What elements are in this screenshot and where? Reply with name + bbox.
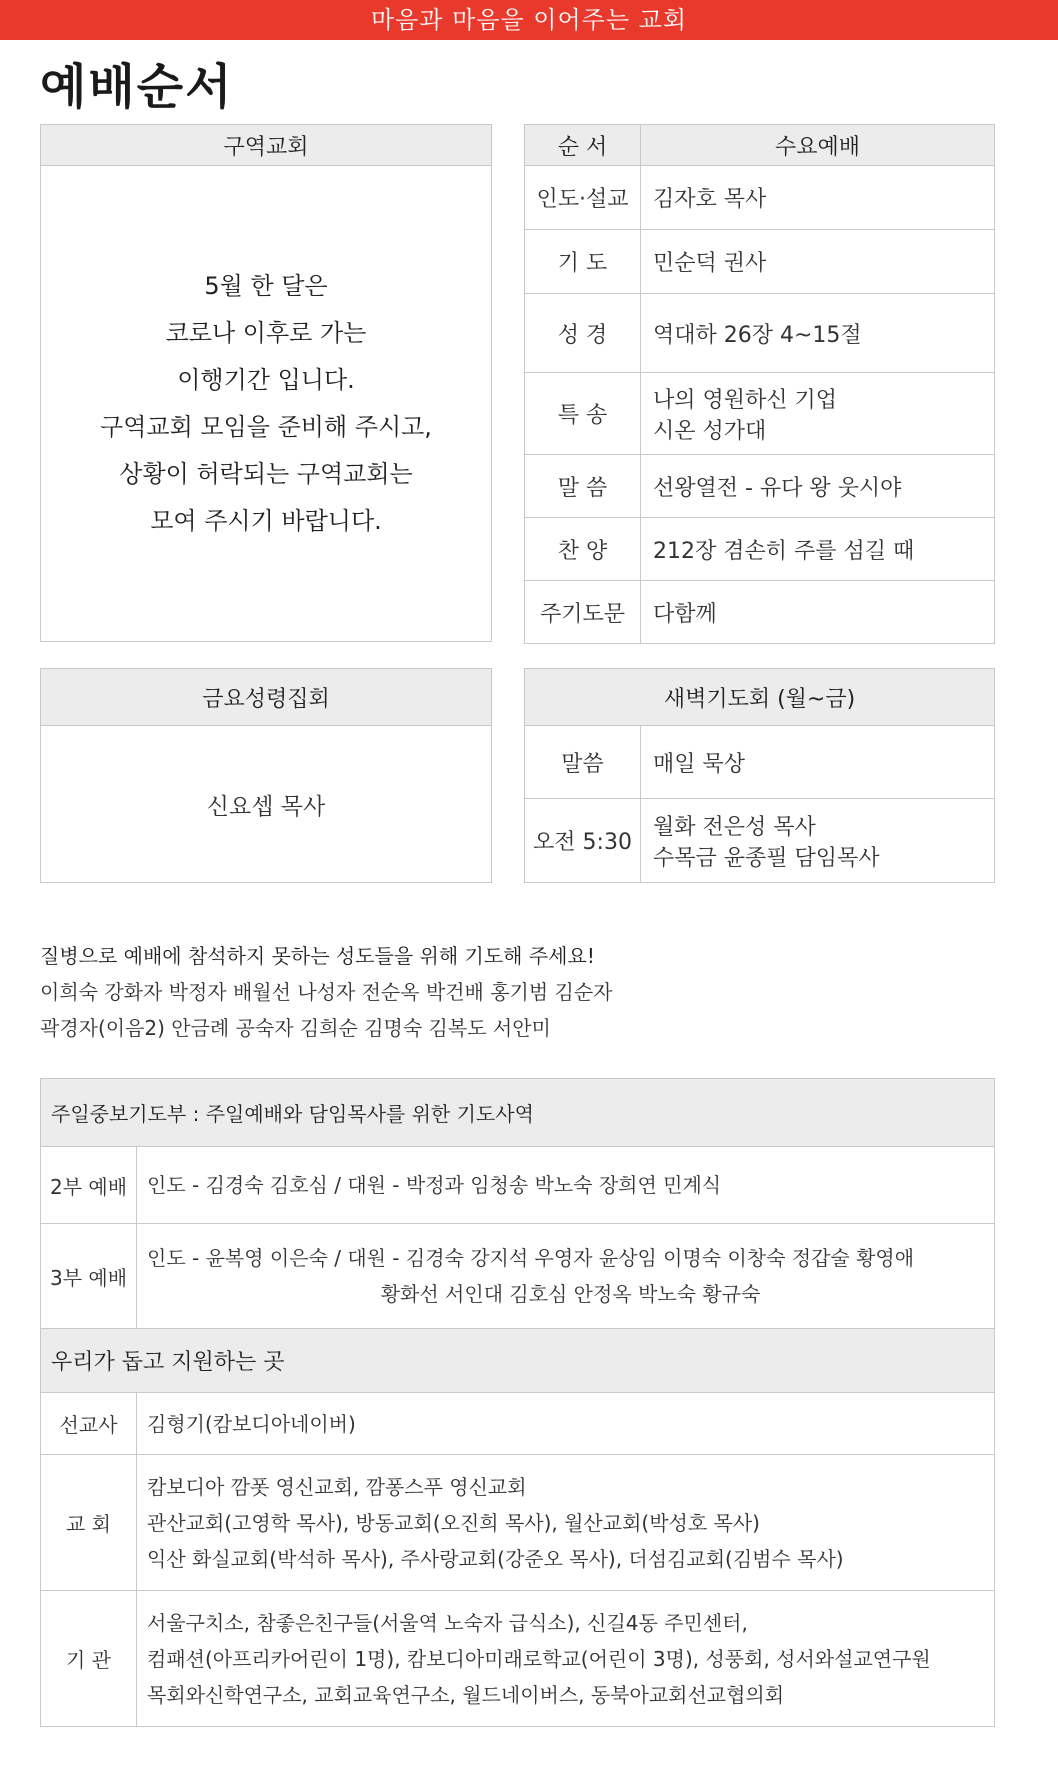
notice-line: 상황이 허락되는 구역교회는 bbox=[119, 459, 413, 488]
choir-names-continued: 황화선 서인대 김호심 안정옥 박노숙 황규숙 bbox=[380, 1282, 761, 1306]
district-church-table bbox=[40, 124, 492, 642]
support-value bbox=[137, 1591, 995, 1727]
support-line: 컴패션(아프리카어린이 1명), 캄보디아미래로학교(어린이 3명), 성풍회, 성서와설교연구원 bbox=[147, 1646, 931, 1671]
intercession-header: 주일중보기도부 : 주일예배와 담임목사를 위한 기도사역 bbox=[41, 1079, 995, 1147]
choir-label: 대원 bbox=[347, 1246, 386, 1270]
notice-line: 코로나 이후로 가는 bbox=[165, 318, 367, 347]
support-label: 교 회 bbox=[41, 1455, 137, 1591]
lead-label: 인도 bbox=[147, 1246, 186, 1270]
wednesday-header: 수요예배 bbox=[641, 125, 995, 166]
support-line: 관산교회(고영학 목사), 방동교회(오진희 목사), 월산교회(박성호 목사) bbox=[147, 1510, 760, 1535]
order-value: 212장 겸손히 주를 섬길 때 bbox=[641, 518, 995, 581]
prayer-names: 곽경자(이음2) 안금례 공숙자 김희순 김명숙 김복도 서안미 bbox=[40, 1016, 551, 1040]
order-label: 성 경 bbox=[525, 294, 641, 373]
prayer-heading: 질병으로 예배에 참석하지 못하는 성도들을 위해 기도해 주세요! bbox=[40, 944, 595, 968]
dawn-label: 오전 5:30 bbox=[525, 799, 641, 883]
order-value: 김자호 목사 bbox=[641, 166, 995, 230]
special-song-title: 나의 영원하신 기업 bbox=[653, 387, 838, 413]
dawn-value bbox=[641, 799, 995, 883]
prayer-request bbox=[40, 938, 613, 1046]
top-banner: 마음과 마음을 이어주는 교회 bbox=[0, 0, 1058, 40]
support-line: 목회와신학연구소, 교회교육연구소, 월드네이버스, 동북아교회선교협의회 bbox=[147, 1682, 785, 1707]
dawn-header: 새벽기도회 (월~금) bbox=[525, 669, 995, 726]
order-value bbox=[641, 373, 995, 455]
support-header: 우리가 돕고 지원하는 곳 bbox=[41, 1329, 995, 1393]
order-label: 기 도 bbox=[525, 230, 641, 294]
district-notice bbox=[41, 166, 492, 642]
support-value: 김형기(캄보디아네이버) bbox=[137, 1393, 995, 1455]
page-title: 예배순서 bbox=[40, 59, 234, 115]
notice-line: 이행기간 입니다. bbox=[177, 365, 355, 394]
order-label: 특 송 bbox=[525, 373, 641, 455]
friday-meeting-table bbox=[40, 668, 492, 883]
order-label: 말 씀 bbox=[525, 455, 641, 518]
dawn-label: 말씀 bbox=[525, 726, 641, 799]
notice-line: 모여 주시기 바랍니다. bbox=[150, 506, 382, 535]
service-label: 2부 예배 bbox=[41, 1147, 137, 1224]
friday-leader: 신요셉 목사 bbox=[41, 726, 492, 883]
order-label: 주기도문 bbox=[525, 581, 641, 644]
notice-line: 5월 한 달은 bbox=[204, 271, 328, 300]
order-label: 인도·설교 bbox=[525, 166, 641, 230]
support-label: 기 관 bbox=[41, 1591, 137, 1727]
dawn-value: 매일 묵상 bbox=[641, 726, 995, 799]
support-line: 익산 화실교회(박석하 목사), 주사랑교회(강준오 목사), 더섬김교회(김범수 목사) bbox=[147, 1546, 844, 1571]
intercession-support-table bbox=[40, 1078, 995, 1727]
choir-names: - 김경숙 강지석 우영자 윤상임 이명숙 이창숙 정갑술 황영애 bbox=[385, 1246, 915, 1270]
service-label: 3부 예배 bbox=[41, 1224, 137, 1329]
order-header: 순 서 bbox=[525, 125, 641, 166]
service-roster bbox=[137, 1224, 995, 1329]
choir-label: 대원 bbox=[347, 1173, 386, 1197]
special-song-choir: 시온 성가대 bbox=[653, 418, 767, 444]
wednesday-service-table bbox=[524, 124, 995, 644]
service-roster bbox=[137, 1147, 995, 1224]
dawn-preacher: 월화 전은성 목사 bbox=[653, 814, 816, 840]
notice-line: 구역교회 모임을 준비해 주시고, bbox=[100, 412, 432, 441]
order-label: 찬 양 bbox=[525, 518, 641, 581]
support-label: 선교사 bbox=[41, 1393, 137, 1455]
support-value bbox=[137, 1455, 995, 1591]
order-value: 역대하 26장 4~15절 bbox=[641, 294, 995, 373]
order-value: 선왕열전 - 유다 왕 웃시야 bbox=[641, 455, 995, 518]
lead-label: 인도 bbox=[147, 1173, 186, 1197]
friday-header: 금요성령집회 bbox=[41, 669, 492, 726]
prayer-names: 이희숙 강화자 박정자 배월선 나성자 전순옥 박건배 홍기범 김순자 bbox=[40, 980, 613, 1004]
lead-names: - 윤복영 이은숙 / bbox=[185, 1246, 348, 1270]
choir-names: - 박정과 임청송 박노숙 장희연 민계식 bbox=[385, 1173, 722, 1197]
order-value: 다함께 bbox=[641, 581, 995, 644]
order-value: 민순덕 권사 bbox=[641, 230, 995, 294]
support-line: 서울구치소, 참좋은친구들(서울역 노숙자 급식소), 신길4동 주민센터, bbox=[147, 1610, 748, 1635]
support-line: 캄보디아 깜폿 영신교회, 깜퐁스푸 영신교회 bbox=[147, 1474, 527, 1499]
district-header: 구역교회 bbox=[41, 125, 492, 166]
dawn-prayer-table bbox=[524, 668, 995, 883]
lead-names: - 김경숙 김호심 / bbox=[185, 1173, 348, 1197]
dawn-preacher: 수목금 윤종필 담임목사 bbox=[653, 845, 880, 871]
